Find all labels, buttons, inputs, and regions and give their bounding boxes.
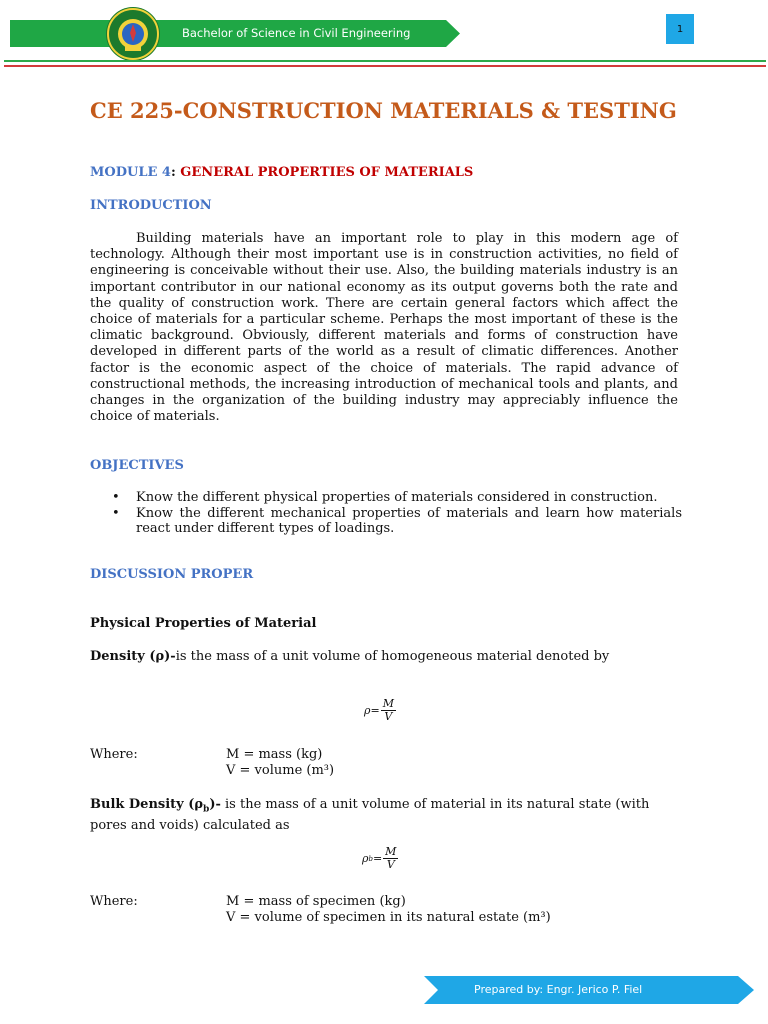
density-where-label: Where: xyxy=(90,747,138,762)
module-title: GENERAL PROPERTIES OF MATERIALS xyxy=(180,165,474,180)
header-rule-red xyxy=(4,65,766,67)
module-separator: : xyxy=(170,165,176,180)
bulk-density-formula: ρ b = $\frac{M}{V}$ xyxy=(362,845,397,871)
density-term: Density (ρ)- xyxy=(90,649,176,664)
introduction-paragraph: Building materials have an important role to play in this modern age of technology. Although their most important use is in construction activities, no field of engineering is conceivable without their use. Also, the building materials industry is an important contributor in our national economy as its output governs both the rate and the quality of construction work. There are certain general factors which affect the choice of materials for a particular scheme. Perhaps the most important of these is the climatic background. Obviously, different materials and forms of construction have developed in different parts of the world as a result of climatic differences. Another factor is the economic aspect of the choice of materials. The rapid advance of constructional methods, the increasing introduction of mechanical tools and plants, and changes in the organization of the building industry may appreciably influence the choice of materials. xyxy=(90,231,678,425)
density-formula: ρ= $\frac{M}{V}$ xyxy=(364,697,394,723)
discussion-heading: DISCUSSION PROPER xyxy=(90,567,254,582)
objective-item: • Know the different mechanical properties of materials and learn how materials react under different types of loadings. xyxy=(112,505,682,536)
prepared-by-credit: Prepared by: Engr. Jerico P. Fiel xyxy=(474,983,643,996)
density-where-lines: M = mass (kg) V = volume (m³) xyxy=(226,747,335,778)
module-label: MODULE 4 xyxy=(90,165,171,180)
objective-item: • Know the different physical properties of materials considered in construction. xyxy=(112,490,658,505)
density-definition xyxy=(90,649,678,665)
bulk-density-where-label: Where: xyxy=(90,894,138,909)
module-heading xyxy=(90,165,473,180)
header-rule-green xyxy=(4,60,766,62)
introduction-heading: INTRODUCTION xyxy=(90,198,212,213)
program-title: Bachelor of Science in Civil Engineering xyxy=(182,26,411,40)
university-seal-logo xyxy=(105,6,161,62)
bulk-density-where-lines: M = mass of specimen (kg) V = volume of specimen in its natural estate (m³) xyxy=(226,894,551,925)
course-title: CE 225-CONSTRUCTION MATERIALS & TESTING xyxy=(90,98,677,123)
page-number: 1 xyxy=(666,14,694,44)
objectives-heading: OBJECTIVES xyxy=(90,458,184,473)
bulk-density-definition xyxy=(90,797,678,834)
density-text: is the mass of a unit volume of homogeneous material denoted by xyxy=(175,649,610,664)
bulk-density-term: Bulk Density $(\rho_b)-$ xyxy=(90,797,221,815)
objectives-list xyxy=(90,490,682,537)
bulk-density-text: is the mass of a unit volume of material in its natural state (with pores and voids) calculated as xyxy=(90,797,650,833)
physical-properties-subheading: Physical Properties of Material xyxy=(90,616,317,631)
